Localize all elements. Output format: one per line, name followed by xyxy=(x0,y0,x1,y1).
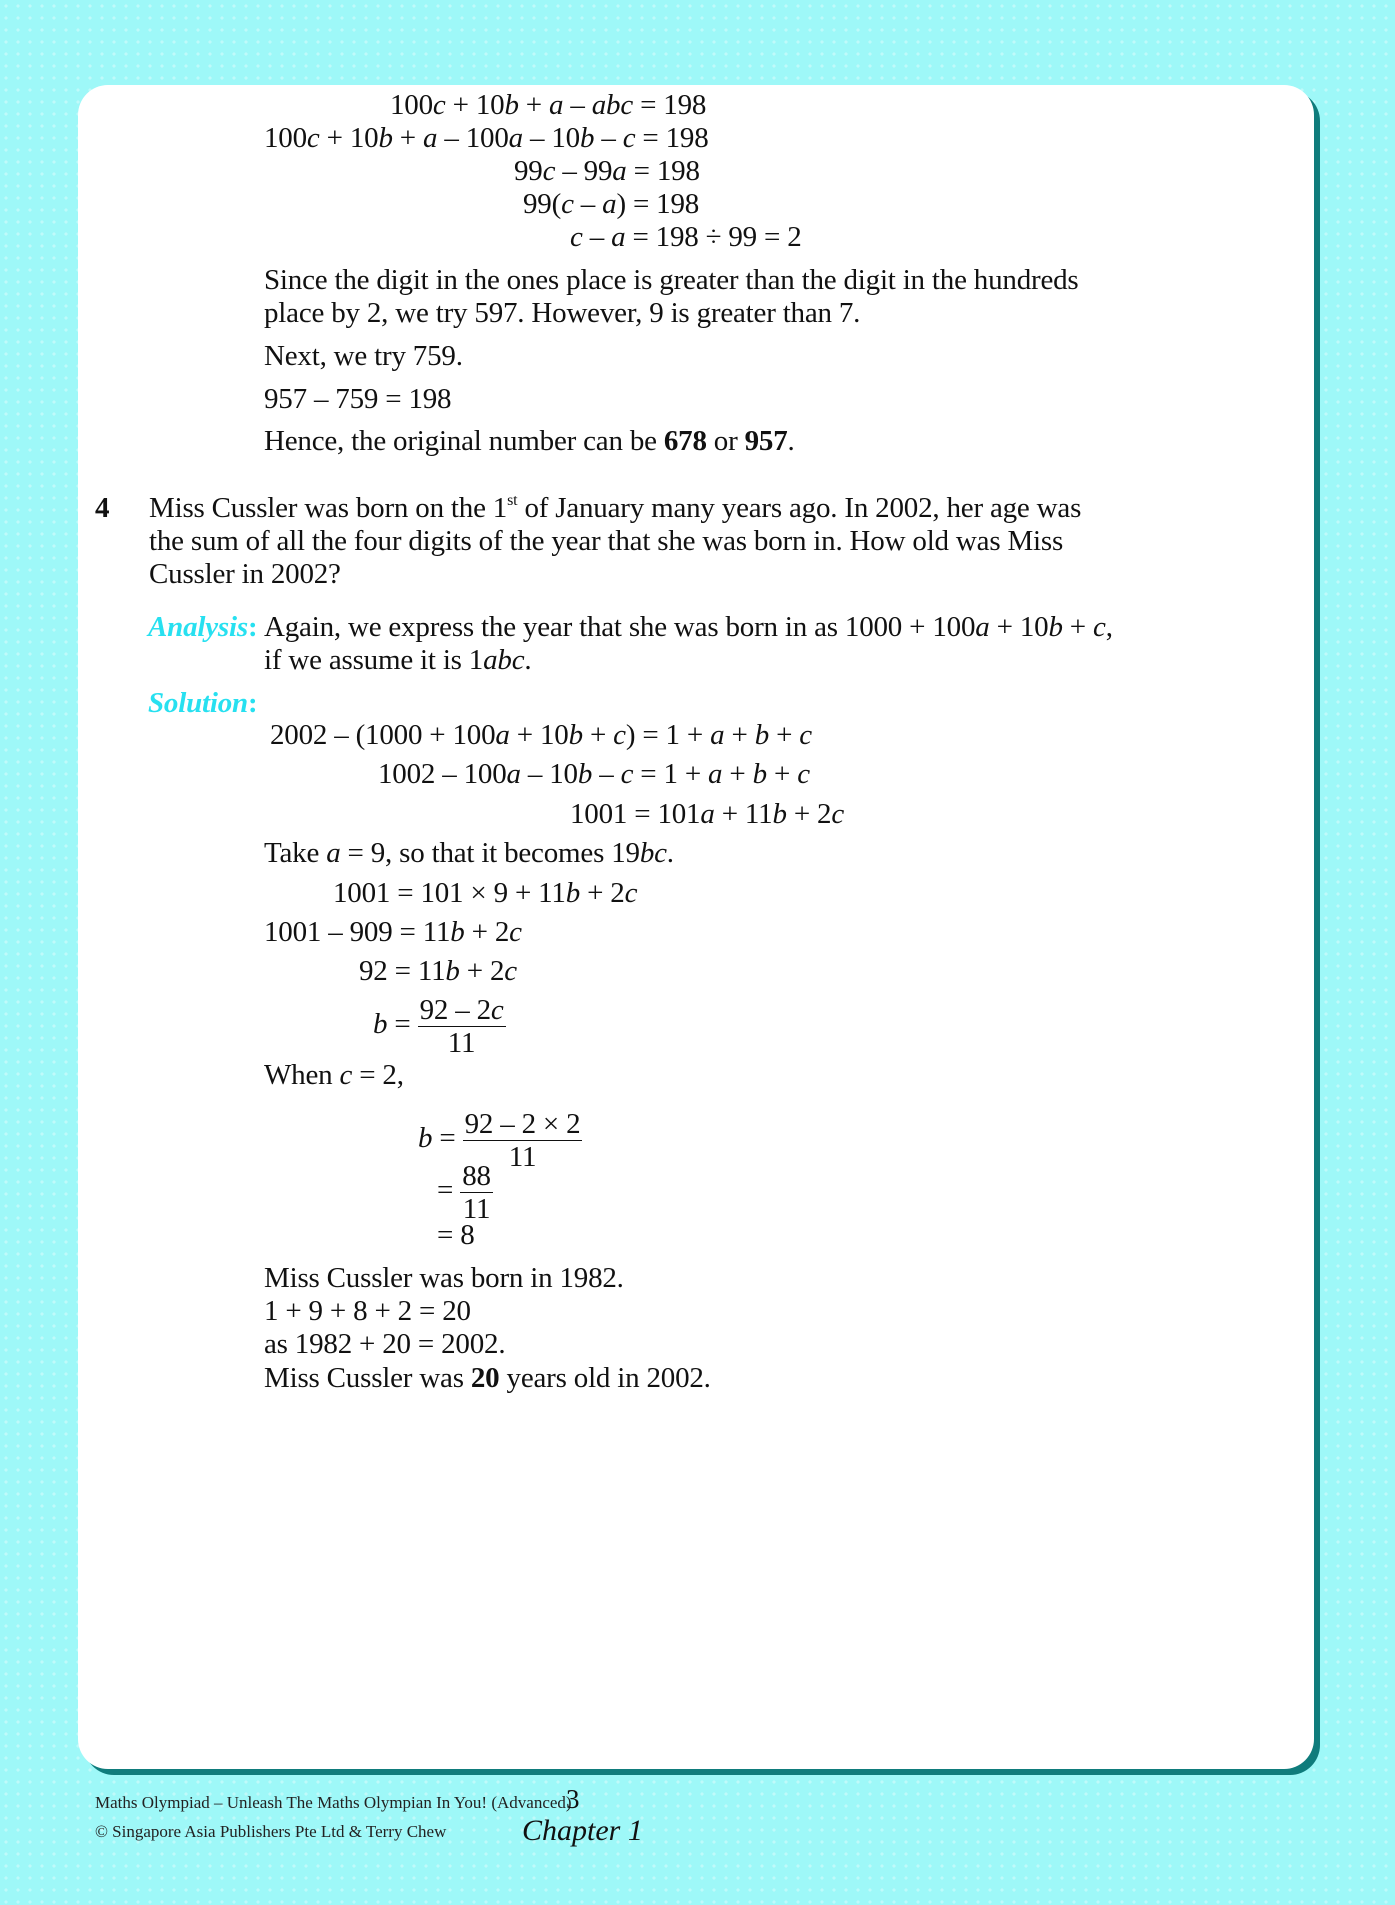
conclusion-text: Hence, the original number can be xyxy=(264,425,664,457)
variable-b: b xyxy=(373,1008,388,1041)
final-text: years old in 2002. xyxy=(499,1362,711,1394)
question-text: of January many years ago. In 2002, her age was xyxy=(517,492,1082,524)
denominator: 11 xyxy=(508,1141,537,1173)
equation-line: 92 = 11b + 2c xyxy=(359,955,517,987)
solution-row: Solution: xyxy=(148,687,258,719)
question-line xyxy=(149,491,1081,525)
equation-line: 1001 = 101 × 9 + 11b + 2c xyxy=(333,877,638,909)
result-value: 8 xyxy=(460,1219,475,1251)
equation-line: 1001 – 909 = 11b + 2c xyxy=(264,916,522,948)
conclusion-text: or xyxy=(706,425,745,457)
variable-b: b xyxy=(418,1122,433,1155)
denominator: 11 xyxy=(447,1027,476,1059)
equation-line: 99(c – a) = 198 xyxy=(523,188,700,220)
analysis-row: Analysis: xyxy=(148,611,258,643)
solution-label: Solution xyxy=(148,687,248,719)
question-line: the sum of all the four digits of the year that she was born in. How old was Miss xyxy=(149,525,1064,557)
numerator: 88 xyxy=(462,1160,491,1192)
equation-line: 1001 = 101a + 11b + 2c xyxy=(570,798,844,830)
paragraph-line: place by 2, we try 597. However, 9 is greater than 7. xyxy=(264,297,861,329)
paragraph-line: When c = 2, xyxy=(264,1059,404,1091)
paragraph-line: Miss Cussler was born in 1982. xyxy=(264,1262,624,1294)
equation-line: c – a = 198 ÷ 99 = 2 xyxy=(570,221,802,253)
paragraph-line: Since the digit in the ones place is greater than the digit in the hundreds xyxy=(264,264,1079,296)
denominator: 11 xyxy=(462,1193,491,1225)
copyright: © Singapore Asia Publishers Pte Ltd & Terry Chew xyxy=(95,1822,447,1841)
question-line: Cussler in 2002? xyxy=(149,558,341,590)
final-answer-line xyxy=(264,1361,711,1395)
analysis-label: Analysis xyxy=(148,611,248,643)
question-number: 4 xyxy=(95,492,110,524)
fraction-equation: b = $\frac{92 - 2 \times 2}{11}$ xyxy=(418,1108,581,1173)
page-number: 3 xyxy=(566,1784,580,1814)
question-text: Miss Cussler was born on the 1 xyxy=(149,492,508,524)
conclusion-text: . xyxy=(787,425,795,457)
paragraph-line: Take a = 9, so that it becomes 19bc. xyxy=(264,837,674,869)
paragraph-line: 1 + 9 + 8 + 2 = 20 xyxy=(264,1295,471,1327)
fraction xyxy=(460,1160,493,1225)
answer-value: 957 xyxy=(744,425,788,457)
paragraph-line: as 1982 + 20 = 2002. xyxy=(264,1328,506,1360)
book-title: Maths Olympiad – Unleash The Maths Olympian In You! (Advanced) xyxy=(95,1793,572,1812)
check-equation: 957 – 759 = 198 xyxy=(264,383,452,415)
analysis-line: if we assume it is 1abc. xyxy=(264,644,532,676)
equation-line: 99c – 99a = 198 xyxy=(514,155,700,187)
result-line: = 8 xyxy=(437,1219,475,1251)
chapter-label: Chapter 1 xyxy=(522,1814,643,1847)
answer-value: 678 xyxy=(663,425,707,457)
paragraph-line: Next, we try 759. xyxy=(264,340,463,372)
fraction-equation: b = $\frac{92 - 2c}{11}$ xyxy=(373,994,504,1059)
fraction: $\frac{92 - 2c}{11}$ xyxy=(419,994,504,1059)
equation-line: 100c + 10b + a – abc = 198 xyxy=(390,89,707,121)
equation-line: 2002 – (1000 + 100a + 10b + c) = 1 + a + b + c xyxy=(270,719,812,751)
analysis-line: Again, we express the year that she was born in as 1000 + 100a + 10b + c, xyxy=(264,611,1113,643)
final-text: Miss Cussler was xyxy=(264,1362,471,1394)
numerator: 92 – 2 × 2 xyxy=(464,1108,581,1140)
final-answer-value: 20 xyxy=(470,1362,500,1394)
equation-line: 100c + 10b + a – 100a – 10b – c = 198 xyxy=(264,122,709,154)
ordinal-suffix: st xyxy=(507,492,518,509)
conclusion xyxy=(264,424,795,458)
equation-line: 1002 – 100a – 10b – c = 1 + a + b + c xyxy=(378,758,810,790)
fraction-equation: = $\frac{88}{11}$ xyxy=(437,1160,491,1225)
